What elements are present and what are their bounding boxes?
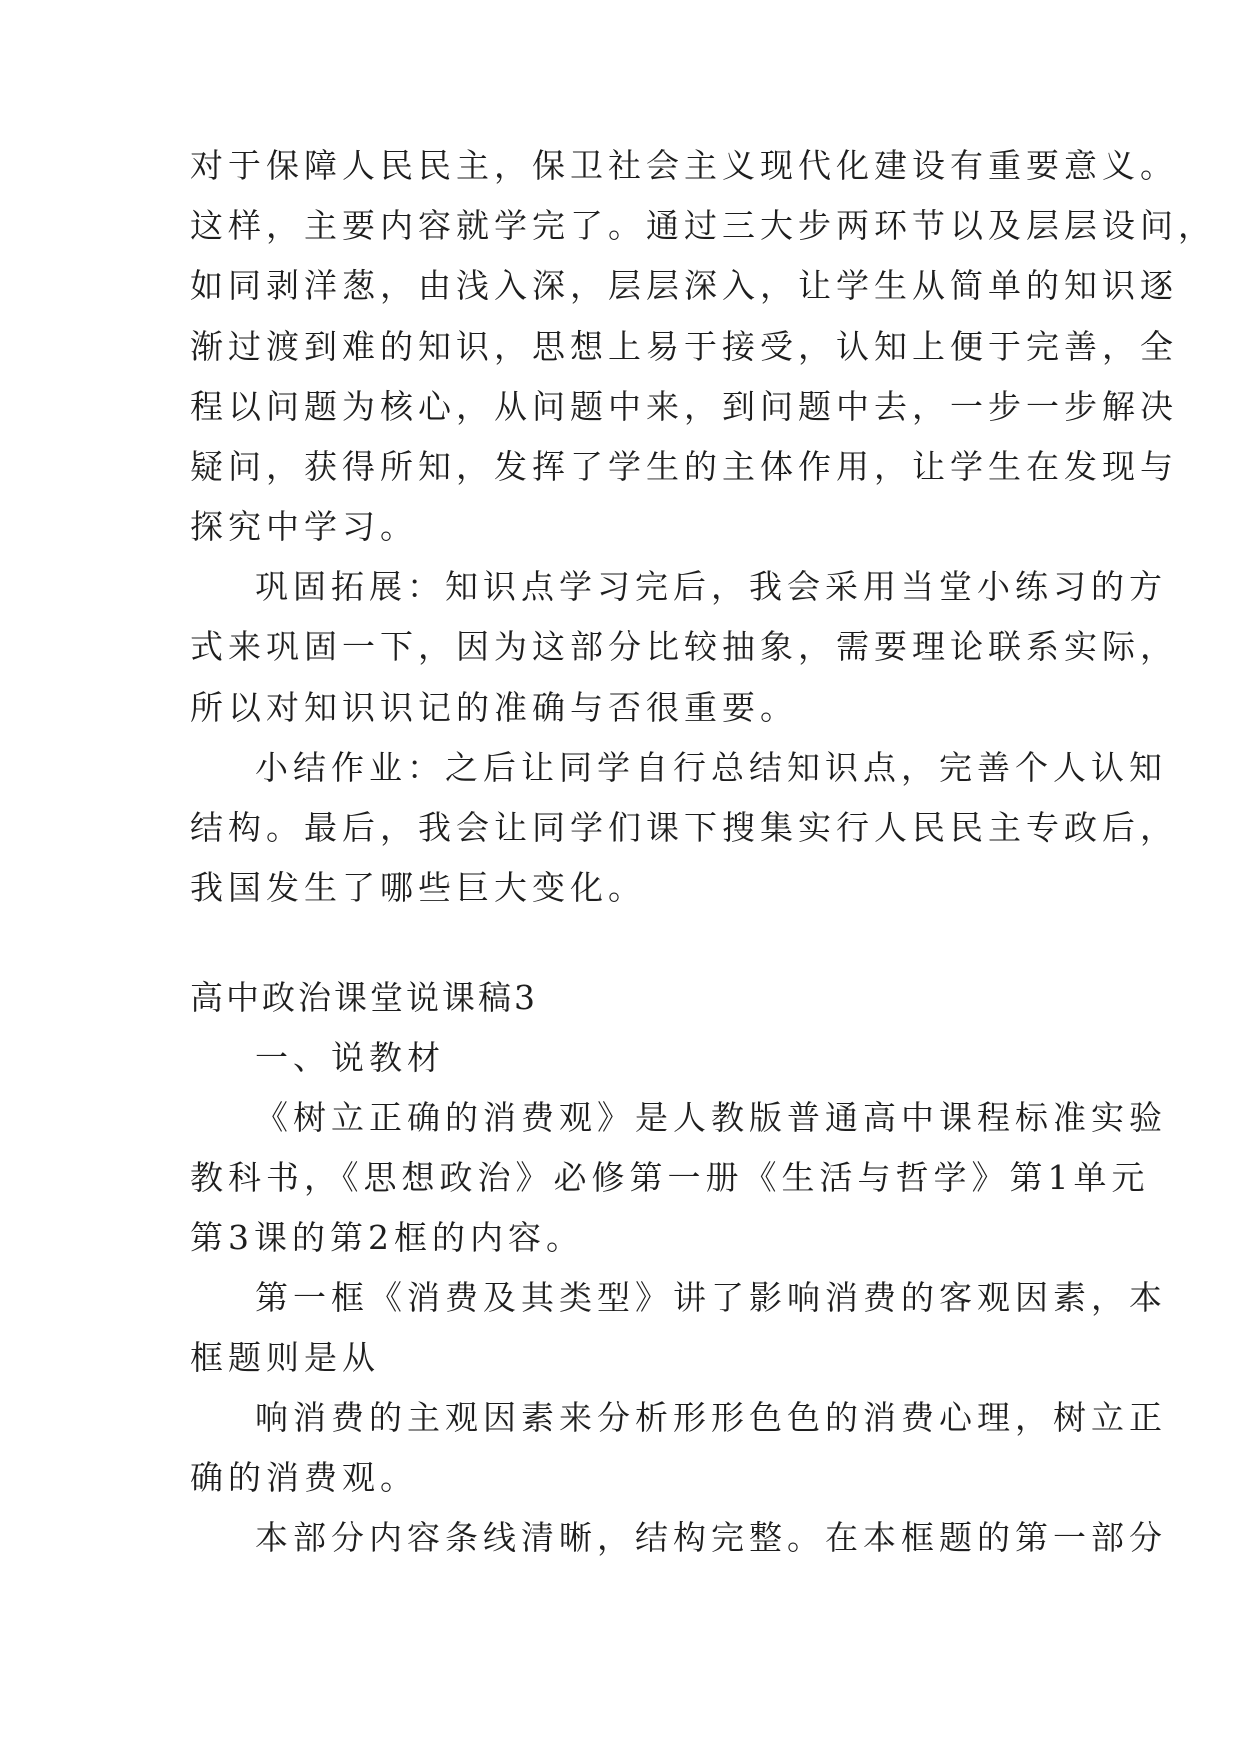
text-line: 探究中学习。 <box>190 507 418 546</box>
paragraph-start-line: 《树立正确的消费观》是人教版普通高中课程标准实验 <box>255 1098 1167 1137</box>
text-line: 确的消费观。 <box>190 1458 418 1497</box>
paragraph-start-line: 本部分内容条线清晰，结构完整。在本框题的第一部分 <box>255 1518 1167 1557</box>
text-line: 我国发生了哪些巨大变化。 <box>190 868 646 907</box>
text-line: 所以对知识识记的准确与否很重要。 <box>190 688 798 727</box>
text-line: 框题则是从 <box>190 1338 380 1377</box>
paragraph-start-line: 第一框《消费及其类型》讲了影响消费的客观因素，本 <box>255 1278 1167 1317</box>
text-line: 如同剥洋葱，由浅入深，层层深入，让学生从简单的知识逐 <box>190 266 1178 305</box>
text-line: 式来巩固一下，因为这部分比较抽象，需要理论联系实际， <box>190 627 1178 666</box>
paragraph-start-line: 巩固拓展：知识点学习完后，我会采用当堂小练习的方 <box>255 567 1167 606</box>
text-line: 第3课的第2框的内容。 <box>190 1218 584 1257</box>
text-line: 结构。最后，我会让同学们课下搜集实行人民民主专政后， <box>190 808 1178 847</box>
text-line: 疑问，获得所知，发挥了学生的主体作用，让学生在发现与 <box>190 447 1178 486</box>
text-line: 渐过渡到难的知识，思想上易于接受，认知上便于完善，全 <box>190 327 1178 366</box>
paragraph-start-line: 小结作业：之后让同学自行总结知识点，完善个人认知 <box>255 748 1167 787</box>
section-title: 高中政治课堂说课稿3 <box>190 978 538 1017</box>
section-heading: 一、说教材 <box>255 1038 445 1077</box>
text-line: 这样，主要内容就学完了。通过三大步两环节以及层层设问， <box>190 206 1216 245</box>
paragraph-start-line: 响消费的主观因素来分析形形色色的消费心理，树立正 <box>255 1398 1167 1437</box>
text-line: 程以问题为核心，从问题中来，到问题中去，一步一步解决 <box>190 387 1178 426</box>
text-line: 对于保障人民民主，保卫社会主义现代化建设有重要意义。 <box>190 146 1178 185</box>
text-line: 教科书，《思想政治》必修第一册《生活与哲学》第1单元 <box>190 1158 1150 1197</box>
